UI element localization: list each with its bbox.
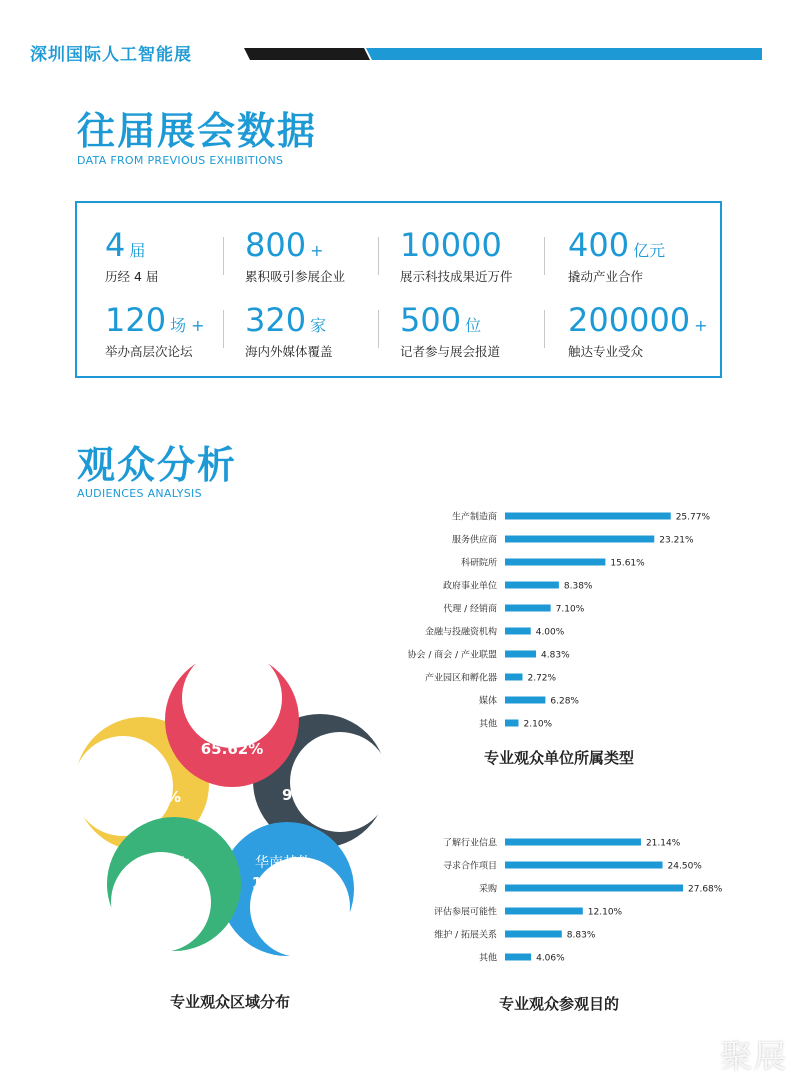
bar-category-label: 维护 / 拓展关系 — [434, 930, 497, 941]
bar — [505, 605, 551, 612]
stat-item — [105, 301, 205, 360]
stat-item — [568, 226, 666, 285]
bar — [505, 628, 531, 635]
stat-number: 4 — [105, 226, 126, 264]
stat-label: 撬动产业合作 — [568, 269, 644, 284]
chart-title-visit-purpose: 专业观众参观目的 — [499, 995, 620, 1013]
divider — [378, 310, 379, 348]
region-name: 其他 — [141, 768, 169, 784]
brand-title: 深圳国际人工智能展 — [30, 45, 192, 65]
chart-title-unit-type: 专业观众单位所属类型 — [484, 749, 635, 767]
bar-value-label: 15.61% — [610, 558, 645, 569]
header-stripe-blue — [366, 48, 762, 60]
bar-value-label: 12.10% — [587, 907, 623, 918]
bar — [505, 931, 562, 938]
stat-item — [400, 226, 513, 285]
stat-number: 800 — [245, 226, 307, 264]
stats-box — [75, 201, 722, 378]
region-value: 4.7% — [155, 875, 197, 893]
stat-number: 400 — [568, 226, 630, 264]
stat-label: 记者参与展会报道 — [400, 344, 501, 359]
region-value: 3.25% — [128, 788, 182, 806]
bar-category-label: 媒体 — [478, 696, 497, 707]
region-name: 深圳 — [218, 722, 246, 738]
chart-unit-type — [380, 504, 780, 736]
bar-value-label: 4.83% — [541, 650, 570, 661]
divider — [378, 237, 379, 275]
bar-value-label: 6.28% — [550, 696, 579, 707]
stat-label: 展示科技成果近万件 — [400, 269, 513, 284]
region-name: 华南其他 — [255, 855, 311, 871]
bar-value-label: 7.10% — [555, 604, 585, 615]
stat-unit: + — [694, 316, 708, 335]
bar-value-label: 8.38% — [563, 581, 593, 592]
stat-item — [105, 226, 159, 285]
watermark-logo: 聚展 — [719, 1037, 788, 1075]
bar-category-label: 评估参展可能性 — [433, 907, 497, 918]
bar-category-label: 代理 / 经销商 — [443, 604, 497, 615]
divider — [544, 310, 545, 348]
bar — [505, 839, 641, 846]
region-value: 9.06% — [281, 786, 335, 804]
bar-value-label: 2.10% — [523, 719, 553, 730]
region-name: 华东 — [294, 768, 322, 784]
stat-item — [245, 226, 346, 285]
stat-number: 200000 — [568, 301, 691, 339]
divider — [223, 310, 224, 348]
section-subtitle-data: DATA FROM PREVIOUS EXHIBITIONS — [77, 154, 284, 167]
bar-category-label: 其他 — [478, 719, 497, 730]
bar-value-label: 21.14% — [645, 838, 681, 849]
bar-value-label: 8.83% — [566, 930, 596, 941]
stat-number: 320 — [245, 301, 307, 339]
stat-unit: 家 — [310, 316, 327, 335]
region-name: 华中 — [162, 856, 190, 872]
venn-title: 专业观众区域分布 — [170, 993, 291, 1011]
region-value: 17.37% — [251, 874, 315, 892]
stat-label: 累积吸引参展企业 — [245, 269, 346, 284]
bar — [505, 674, 522, 681]
bar-category-label: 生产制造商 — [451, 512, 497, 523]
bar — [505, 954, 531, 961]
bar — [505, 582, 559, 589]
bar — [505, 908, 583, 915]
bar — [505, 536, 654, 543]
section-title-audience: 观众分析 — [77, 443, 238, 487]
stat-label: 海内外媒体覆盖 — [245, 344, 333, 359]
bar-category-label: 其他 — [478, 953, 497, 964]
divider — [223, 237, 224, 275]
bar-value-label: 2.72% — [527, 673, 557, 684]
region-distribution-diagram — [66, 650, 398, 960]
stat-unit: + — [310, 241, 324, 260]
stat-number: 500 — [400, 301, 462, 339]
bar — [505, 513, 671, 520]
bar-value-label: 4.00% — [535, 627, 565, 638]
bar-value-label: 23.21% — [659, 535, 694, 546]
bar-category-label: 了解行业信息 — [442, 838, 497, 849]
bar — [505, 862, 663, 869]
bar-value-label: 24.50% — [667, 861, 702, 872]
bar-category-label: 寻求合作项目 — [442, 861, 497, 872]
section-title-data: 往届展会数据 — [77, 109, 318, 153]
stat-item — [400, 301, 501, 360]
bar — [505, 697, 545, 704]
bar-category-label: 科研院所 — [460, 558, 497, 569]
bar-category-label: 协会 / 商会 / 产业联盟 — [407, 650, 497, 661]
bar — [505, 651, 536, 658]
bar-value-label: 4.06% — [536, 953, 565, 964]
bar-value-label: 25.77% — [675, 512, 711, 523]
bar-category-label: 采购 — [478, 884, 497, 895]
petal-hole — [111, 852, 211, 952]
bar — [505, 720, 519, 727]
stat-item — [245, 301, 333, 360]
bar-category-label: 金融与投融资机构 — [424, 627, 497, 638]
section-subtitle-audience: AUDIENCES ANALYSIS — [77, 487, 202, 500]
stat-unit: 届 — [129, 241, 146, 260]
divider — [544, 237, 545, 275]
header-stripe-dark — [244, 48, 370, 60]
stat-unit: 场 + — [170, 316, 205, 335]
bar-category-label: 政府事业单位 — [442, 581, 497, 592]
stat-unit: 位 — [465, 316, 482, 335]
bar — [505, 559, 605, 566]
stat-number: 120 — [105, 301, 167, 339]
header-stripe — [242, 48, 762, 60]
bar — [505, 885, 683, 892]
stat-label: 触达专业受众 — [568, 344, 644, 359]
stat-unit: 亿元 — [633, 241, 666, 260]
region-value: 65.62% — [200, 740, 264, 758]
stat-item — [568, 301, 708, 360]
bar-value-label: 27.68% — [688, 884, 723, 895]
stat-number: 10000 — [400, 226, 502, 264]
chart-visit-purpose — [380, 832, 780, 968]
region-petal-shenzhen — [165, 650, 299, 787]
bar-category-label: 产业园区和孵化器 — [424, 673, 497, 684]
bar-category-label: 服务供应商 — [451, 535, 497, 546]
stat-label: 举办高层次论坛 — [105, 344, 193, 359]
stat-label: 历经 4 届 — [105, 269, 159, 284]
petal-hole — [250, 857, 350, 957]
